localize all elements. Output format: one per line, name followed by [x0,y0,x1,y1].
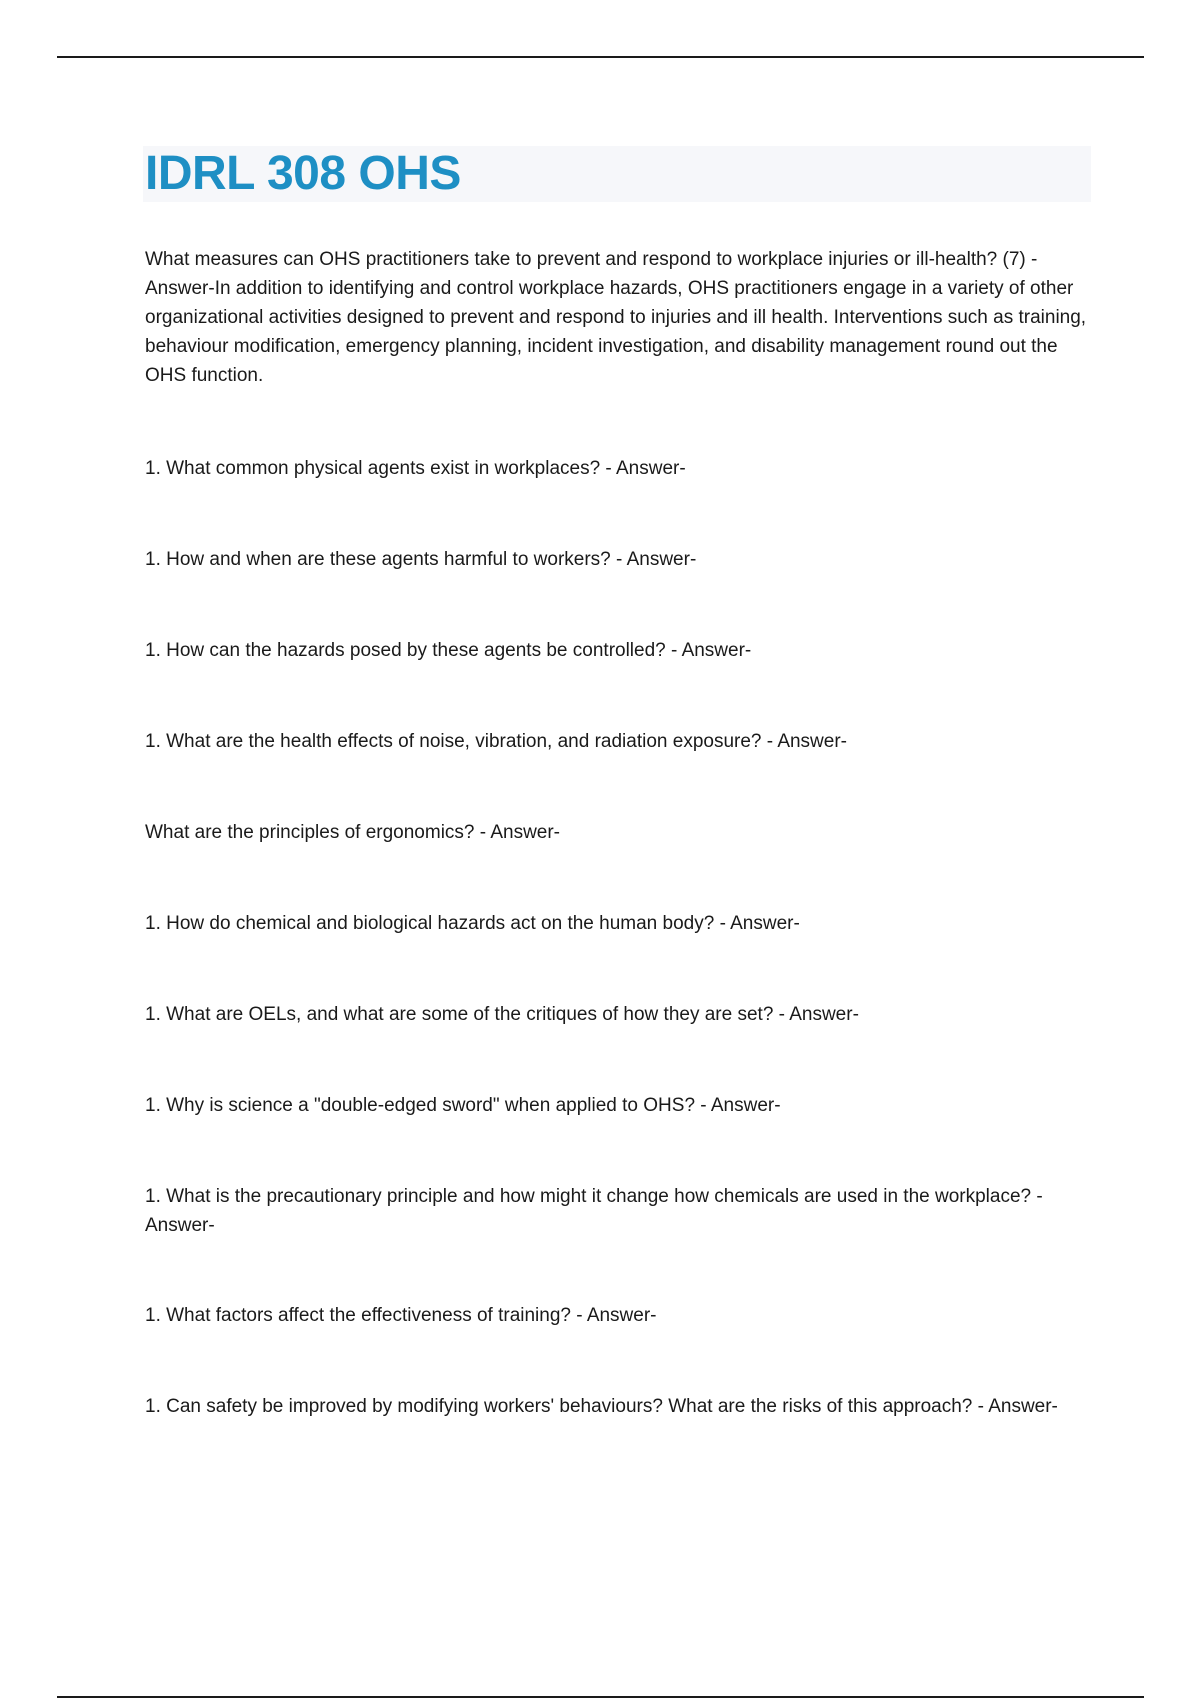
bottom-rule [57,1696,1144,1698]
qa-entry: 1. What common physical agents exist in workplaces? - Answer- [145,458,686,479]
qa-entry: 1. What are OELs, and what are some of the critiques of how they are set? - Answer- [145,1004,859,1025]
qa-entry: 1. How and when are these agents harmful to workers? - Answer- [145,549,697,570]
qa-entry: What are the principles of ergonomics? - Answer- [145,822,561,843]
qa-entry: 1. What factors affect the effectiveness of training? - Answer- [145,1305,657,1326]
qa-entry: 1. Can safety be improved by modifying workers' behaviours? What are the risks of this approach? - Answer- [145,1396,1058,1417]
question-text: What measures can OHS practitioners take to prevent and respond to workplace injuries or ill-health? (7) [145,249,1026,270]
qa-entry-intro [145,245,1095,390]
qa-entry: 1. Why is science a "double-edged sword" when applied to OHS? - Answer- [145,1095,781,1116]
answer-text: In addition to identifying and control workplace hazards, OHS practitioners engage in a variety of other organizational activities designed to prevent and respond to injuries and ill health. Interventions such as training, behaviour modification, emergency planning, incident investigation, and disability management round out the OHS function. [145,278,1087,386]
qa-entry: 1. How do chemical and biological hazards act on the human body? - Answer- [145,913,800,934]
qa-entry: 1. What is the precautionary principle and how might it change how chemicals are used in the workplace? - Answer- [145,1186,1043,1236]
qa-entry: 1. How can the hazards posed by these agents be controlled? - Answer- [145,640,752,661]
document-title: IDRL 308 OHS [145,147,461,200]
qa-entry: 1. What are the health effects of noise, vibration, and radiation exposure? - Answer- [145,731,847,752]
answer-prefix: - Answer- [145,249,1038,299]
top-rule [57,56,1144,58]
